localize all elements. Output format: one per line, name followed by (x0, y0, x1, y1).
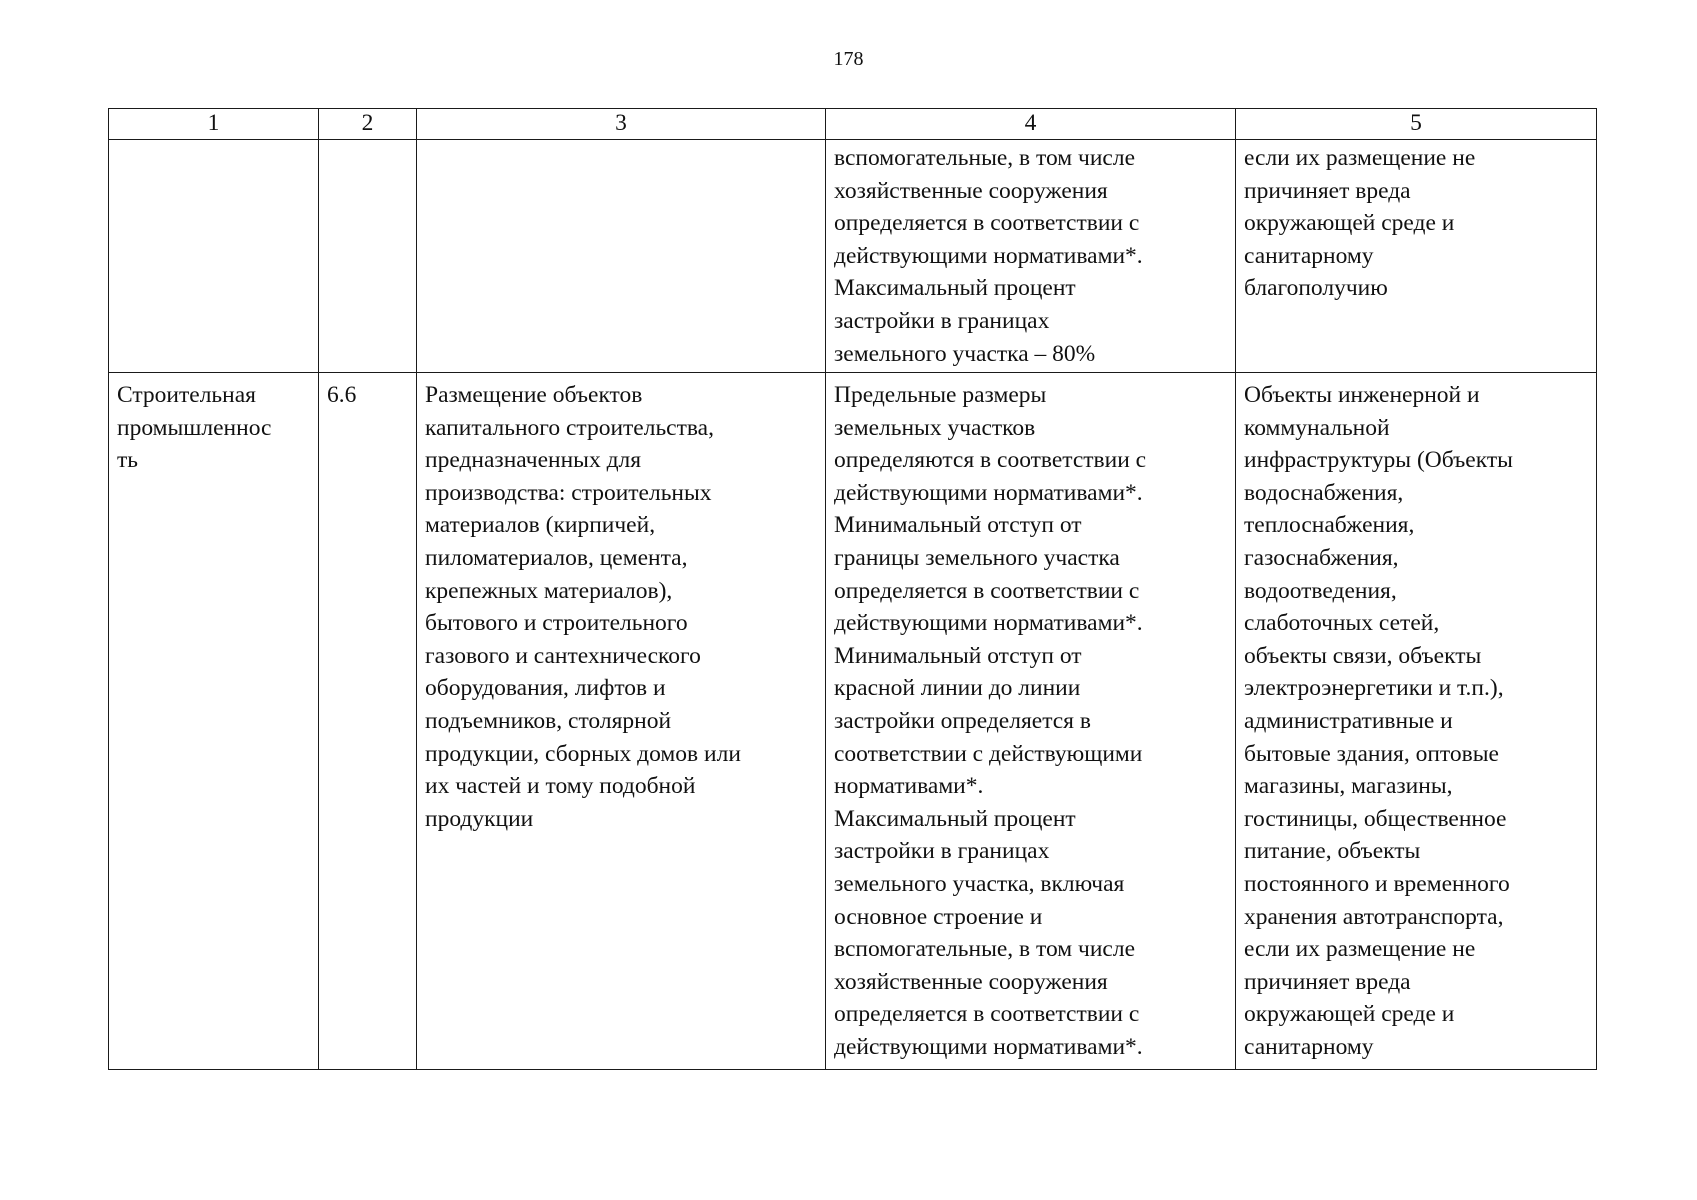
cell-text-line: благополучию (1244, 275, 1388, 302)
cell-text-line: водоотведения, (1244, 577, 1397, 604)
page-number: 178 (833, 48, 864, 70)
cell-text-line: теплоснабжения, (1244, 512, 1415, 539)
cell-text-line: объекты связи, объекты (1244, 642, 1482, 669)
header-col-1: 1 (109, 109, 319, 140)
cell-text-line: земельных участков (834, 414, 1036, 441)
cell-text-line: хозяйственные сооружения (834, 177, 1108, 204)
cell-text-line: земельного участка, включая (834, 870, 1125, 897)
cell-text-line: оборудования, лифтов и (425, 675, 666, 702)
cell-text-line: промышленнос (117, 414, 272, 441)
cont-cell-col3 (417, 140, 826, 373)
cell-text-line: хранения автотранспорта, (1244, 903, 1504, 930)
cell-use-description (417, 373, 826, 1070)
cell-text-line: их частей и тому подобной (425, 773, 696, 800)
cell-text-line: границы земельного участка (834, 544, 1120, 571)
cell-text-line: застройки определяется в (834, 707, 1091, 734)
cell-text-line: Размещение объектов (425, 382, 643, 408)
cell-text-line: газового и сантехнического (425, 642, 701, 669)
cell-text-line: продукции (425, 805, 534, 832)
cell-text-line: ть (117, 447, 138, 474)
cell-text-line: капитального строительства, (425, 414, 714, 441)
cell-text-line: водоснабжения, (1244, 479, 1404, 506)
cell-text-line: административные и (1244, 707, 1453, 734)
header-col-3: 3 (417, 109, 826, 140)
cell-text-line: предназначенных для (425, 447, 642, 474)
cell-text-line: постоянного и временного (1244, 870, 1510, 897)
cell-text-line: коммунальной (1244, 414, 1390, 441)
cell-text-line: производства: строительных (425, 479, 712, 506)
cell-text-line: материалов (кирпичей, (425, 512, 656, 539)
cell-text-line: застройки в границах (834, 838, 1050, 865)
cell-text-line: газоснабжения, (1244, 544, 1399, 571)
cell-text-line: санитарному (1244, 1033, 1374, 1060)
cell-text-line: электроэнергетики и т.п.), (1244, 675, 1504, 702)
cont-cell-parameters (826, 140, 1236, 373)
cell-text-line: Минимальный отступ от (834, 512, 1082, 539)
cell-text-line: хозяйственные сооружения (834, 968, 1108, 995)
cell-text-line: красной линии до линии (834, 675, 1081, 702)
cell-text-line: Минимальный отступ от (834, 642, 1082, 669)
cell-text-line: питание, объекты (1244, 838, 1421, 865)
cell-text-line: окружающей среде и (1244, 210, 1455, 237)
cell-text-line: действующими нормативами*. (834, 242, 1143, 269)
cell-text-line: соответствии с действующими (834, 740, 1143, 767)
cell-text-line: крепежных материалов), (425, 577, 673, 604)
cell-text-line: подъемников, столярной (425, 707, 672, 734)
cell-text-line: бытового и строительного (425, 610, 688, 637)
cell-text-line: вспомогательные, в том числе (834, 145, 1136, 171)
cell-text-line: продукции, сборных домов или (425, 740, 741, 767)
cell-text-line: вспомогательные, в том числе (834, 936, 1136, 963)
table-header-row (109, 109, 1597, 140)
cell-text-line: бытовые здания, оптовые (1244, 740, 1499, 767)
cell-text-line: определяется в соответствии с (834, 210, 1140, 237)
table-row-construction-industry (109, 373, 1597, 1070)
cell-text-line: санитарному (1244, 242, 1374, 269)
cell-text-line: причиняет вреда (1244, 177, 1411, 204)
cell-text-line: нормативами*. (834, 773, 984, 800)
cell-use-code: 6.6 (319, 373, 417, 1070)
cell-parameters (826, 373, 1236, 1070)
cell-text-line: инфраструктуры (Объекты (1244, 447, 1513, 474)
cell-text-line: Предельные размеры (834, 382, 1047, 408)
cell-text-line: определяются в соответствии с (834, 447, 1147, 474)
cell-text-line: действующими нормативами*. (834, 610, 1143, 637)
cell-text-line: действующими нормативами*. (834, 479, 1143, 506)
cell-text-line: причиняет вреда (1244, 968, 1411, 995)
cont-cell-auxiliary-uses (1236, 140, 1597, 373)
cell-text-line: если их размещение не (1244, 145, 1476, 171)
cell-use-type (109, 373, 319, 1070)
cell-text-line: гостиницы, общественное (1244, 805, 1507, 832)
cell-text-line: Объекты инженерной и (1244, 382, 1480, 408)
header-col-4: 4 (826, 109, 1236, 140)
cell-text-line: основное строение и (834, 903, 1043, 930)
header-col-5: 5 (1236, 109, 1597, 140)
cell-text-line: слаботочных сетей, (1244, 610, 1440, 637)
cell-text-line: Максимальный процент (834, 275, 1076, 302)
cell-text-line: застройки в границах (834, 307, 1050, 334)
cell-text-line: определяется в соответствии с (834, 1001, 1140, 1028)
cell-text-line: окружающей среде и (1244, 1001, 1455, 1028)
cell-text-line: действующими нормативами*. (834, 1033, 1143, 1060)
cell-text-line: магазины, магазины, (1244, 773, 1453, 800)
header-col-2: 2 (319, 109, 417, 140)
land-use-table (108, 108, 1597, 1070)
cell-text-line: Строительная (117, 382, 256, 408)
cell-text-line: пиломатериалов, цемента, (425, 544, 688, 571)
cell-text-line: определяется в соответствии с (834, 577, 1140, 604)
cont-cell-col2 (319, 140, 417, 373)
cell-text-line: если их размещение не (1244, 936, 1476, 963)
cell-auxiliary-uses (1236, 373, 1597, 1070)
cont-cell-col1 (109, 140, 319, 373)
cell-text-line: земельного участка – 80% (834, 340, 1096, 367)
cell-text-line: Максимальный процент (834, 805, 1076, 832)
table-row-continuation (109, 140, 1597, 373)
